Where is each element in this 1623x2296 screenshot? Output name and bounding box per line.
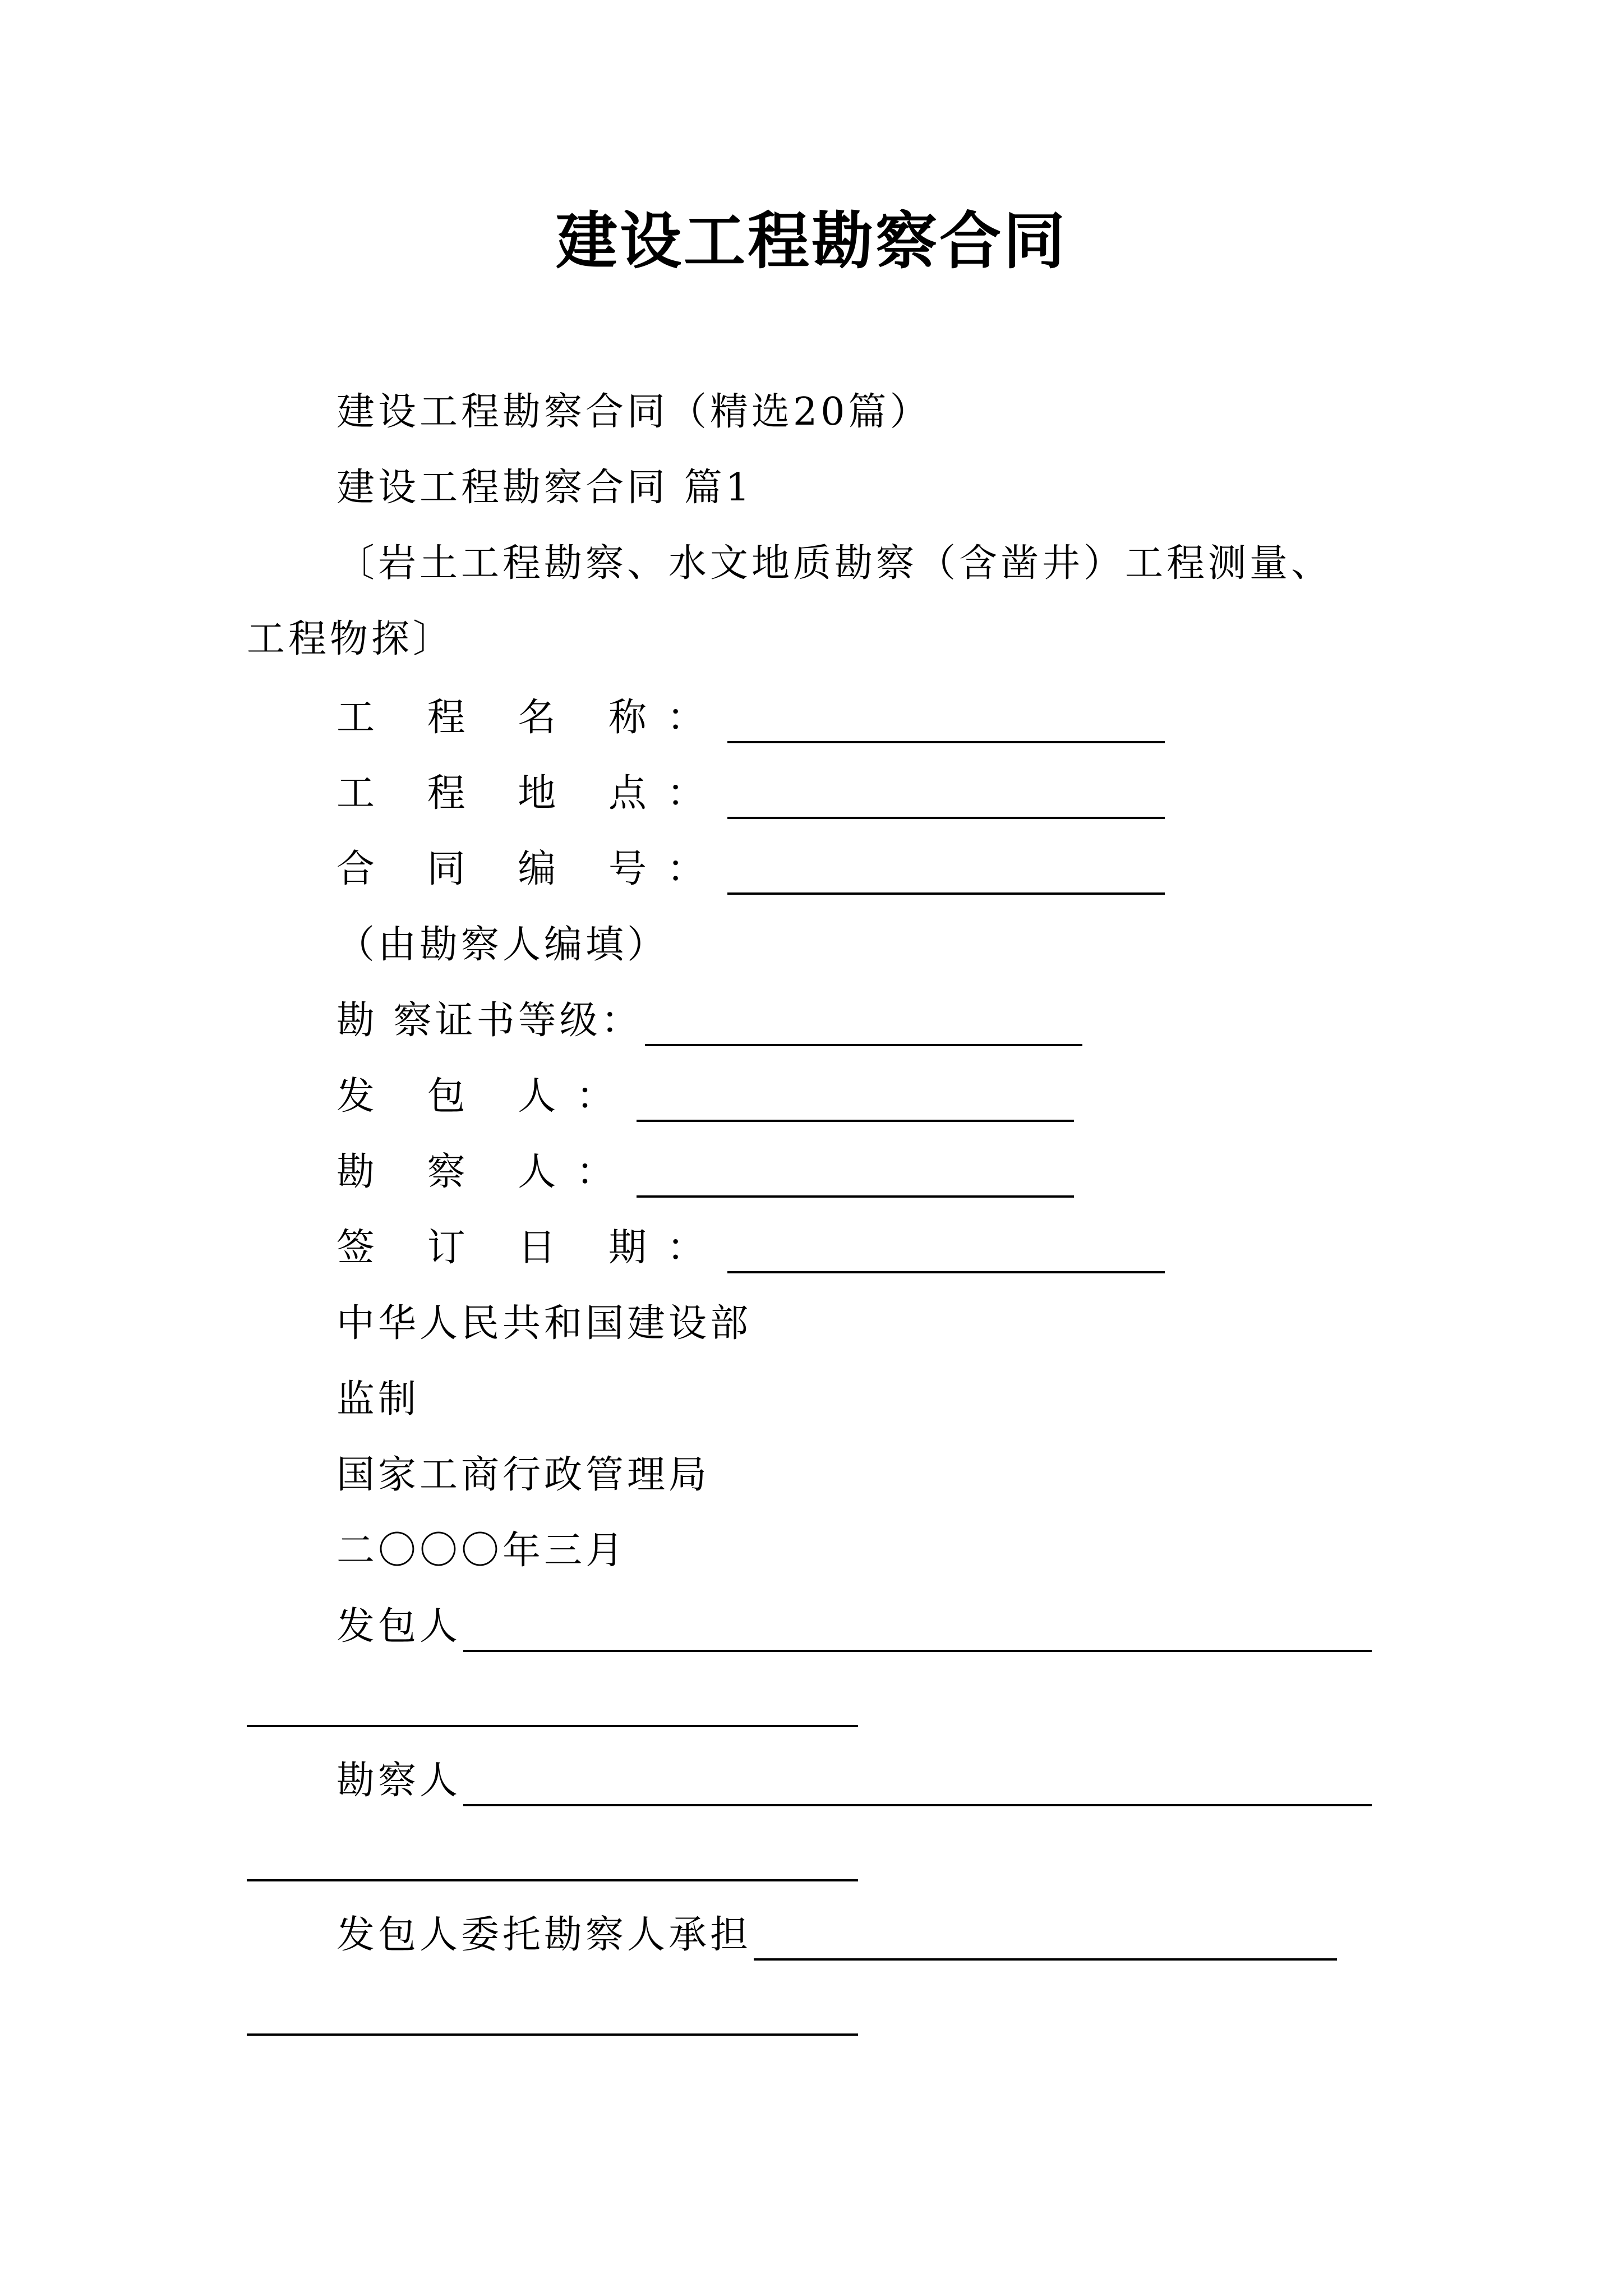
surveyor-party-row	[336, 1756, 1372, 1806]
scope-line-1: 〔岩土工程勘察、水文地质勘察（含凿井）工程测量、	[336, 541, 1333, 586]
project-name-blank[interactable]	[727, 702, 1165, 743]
client-party-label: 发包人	[336, 1604, 462, 1649]
project-location-row	[336, 769, 1165, 819]
surveyor-blank[interactable]	[637, 1156, 1074, 1198]
client-row	[336, 1071, 1074, 1122]
client-party-continuation-rule[interactable]	[247, 1725, 858, 1727]
cert-level-row	[336, 996, 1082, 1046]
issuer-line-1: 中华人民共和国建设部	[336, 1301, 752, 1346]
document-subtitle: 建设工程勘察合同（精选20篇）	[336, 390, 932, 434]
entrust-row	[336, 1910, 1337, 1961]
contract-no-row	[336, 844, 1165, 895]
sign-date-blank[interactable]	[727, 1232, 1165, 1273]
project-name-label: 工 程 名 称：	[336, 696, 725, 740]
issuer-line-3: 国家工商行政管理局	[336, 1453, 711, 1497]
surveyor-row	[336, 1147, 1074, 1198]
project-location-blank[interactable]	[727, 777, 1165, 819]
surveyor-label: 勘 察 人：	[336, 1150, 635, 1194]
project-name-row	[336, 693, 1165, 743]
client-party-blank[interactable]	[463, 1611, 1372, 1652]
contract-no-label: 合 同 编 号：	[336, 847, 725, 891]
fill-note: （由勘察人编填）	[336, 923, 669, 967]
sign-date-row	[336, 1223, 1165, 1273]
sign-date-label: 签 订 日 期：	[336, 1226, 725, 1270]
issue-date: 二〇〇〇年三月	[336, 1529, 628, 1573]
scope-line-2: 工程物探〕	[247, 617, 455, 661]
entrust-blank[interactable]	[754, 1919, 1337, 1961]
entrust-label: 发包人委托勘察人承担	[336, 1913, 752, 1957]
section-heading: 建设工程勘察合同 篇1	[336, 466, 753, 510]
client-party-row	[336, 1602, 1372, 1652]
cert-level-label: 勘 察证书等级：	[336, 999, 643, 1043]
project-location-label: 工 程 地 点：	[336, 771, 725, 816]
client-blank[interactable]	[637, 1080, 1074, 1122]
document-title: 建设工程勘察合同	[556, 205, 1067, 277]
client-label: 发 包 人：	[336, 1074, 635, 1119]
surveyor-party-label: 勘察人	[336, 1759, 462, 1803]
surveyor-party-blank[interactable]	[463, 1765, 1372, 1806]
entrust-continuation-rule[interactable]	[247, 2033, 858, 2036]
cert-level-blank[interactable]	[645, 1005, 1082, 1046]
contract-no-blank[interactable]	[727, 853, 1165, 895]
issuer-line-2: 监制	[336, 1377, 420, 1421]
surveyor-party-continuation-rule[interactable]	[247, 1879, 858, 1881]
